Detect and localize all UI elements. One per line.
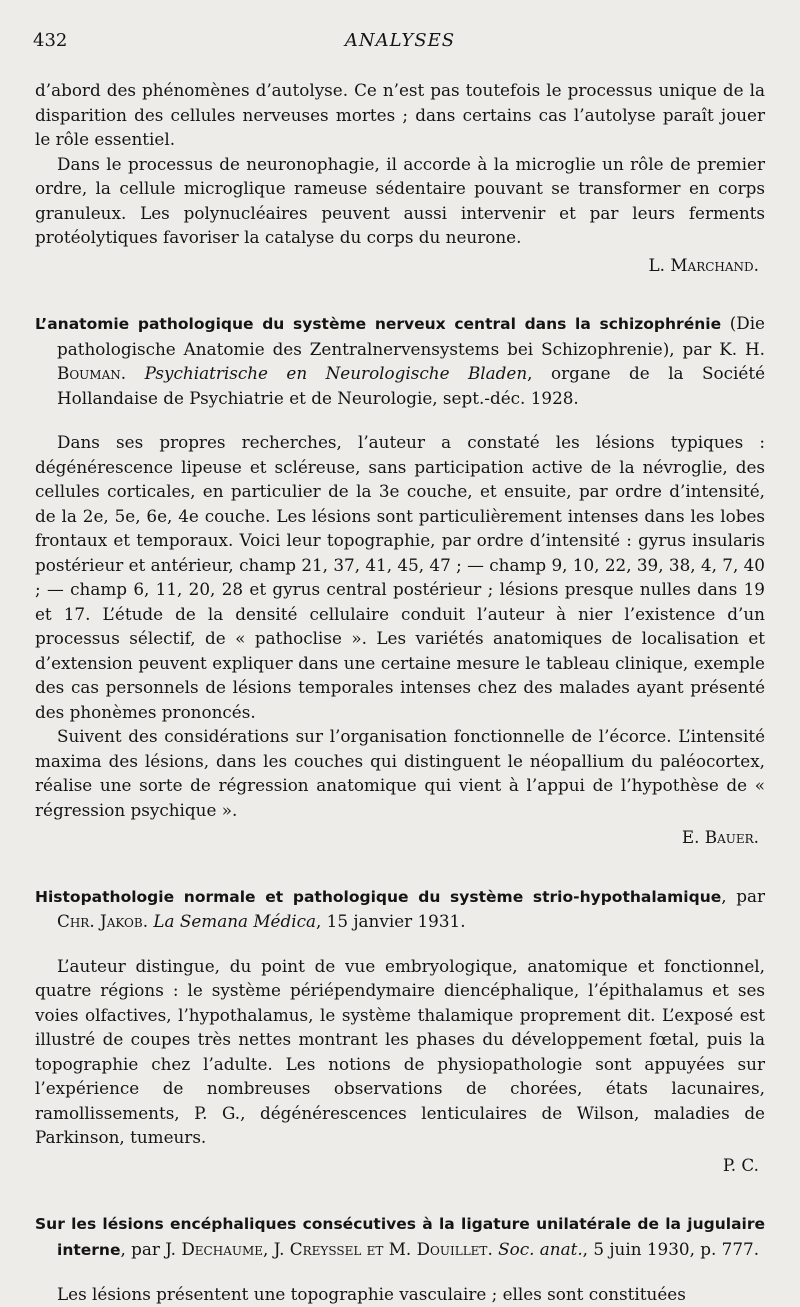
article-2-title-rest: , par bbox=[721, 885, 765, 906]
article-2-paragraph-1: L’auteur distingue, du point de vue embryologique, anatomique et fonctionnel, quatre régions : le système périépendymaire diencéphalique, l’épithalamus et ses voies olfactives, l’hypothalamus, le système thalamique proprement dit. L’exposé est illustré de coupes très nettes montrant les phases du développement fœtal, puis la topographie chez l’adulte. Les notions de physiopathologie sont appuyées sur l’expérience de nombreuses observations de chorées, états lacunaires, ramollissements, P. G., dégénérescences lenticulaires de Wilson, maladies de Parkinson, tumeurs. bbox=[35, 955, 765, 1147]
article-1-title bbox=[35, 311, 765, 410]
article-2-signature: P. C. bbox=[722, 1154, 759, 1175]
article-1-title-rest: (Die pathologische Anatomie des Zentralnervensystems bei Schizophrenie), par bbox=[57, 313, 765, 359]
article-1 bbox=[35, 311, 765, 850]
article-2-title bbox=[35, 884, 765, 934]
intro-paragraph-1: d’abord des phénomènes d’autolyse. Ce n’est pas toutefois le processus unique de la disparition des cellules nerveuses mortes ; dans certains cas l’autolyse paraît jouer le rôle essentiel. bbox=[35, 80, 765, 149]
article-1-citation: , organe de la Société Hollandaise de Psychiatrie et de Neurologie, sept.-déc. 1928. bbox=[57, 363, 766, 408]
article-3-journal: Soc. anat. bbox=[498, 1238, 583, 1259]
article-2-citation: , 15 janvier 1931. bbox=[315, 911, 466, 931]
article-1-signature: E. Bauer. bbox=[681, 827, 759, 847]
article-3-title bbox=[35, 1211, 765, 1262]
article-1-paragraph-1: Dans ses propres recherches, l’auteur a constaté les lésions typiques : dégénérescence lipeuse et scléreuse, sans participation active de la névroglie, des cellules corticales, en particulier de la 3e couche, et ensuite, par ordre d’intensité, de la 2e, 5e, 6e, 4e couche. Les lésions sont particulièrement intenses dans les lobes frontaux et temporaux. Voici leur topographie, par ordre d’intensité : gyrus insularis postérieur et antérieur, champ 21, 37, 41, 45, 47 ; — champ 9, 10, 22, 39, 38, 4, 7, 40 ; — champ 6, 11, 20, 28 et gyrus central postérieur ; lésions presque nulles dans 19 et 17. L’étude de la densité cellulaire conduit l’auteur à nier l’existence d’un processus sélectif, de « pathoclise ». Les variétés anatomiques de localisation et d’extension peuvent expliquer dans une certaine mesure le tableau clinique, exemple des cas personnels de lésions temporales intenses chez des malades ayant présenté des phonèmes prononcés. bbox=[35, 432, 765, 722]
article-2-journal: La Semana Médica bbox=[153, 911, 316, 931]
article-3-sep: . bbox=[487, 1238, 499, 1259]
article-3 bbox=[35, 1211, 765, 1307]
article-2-author: Chr. Jakob bbox=[57, 911, 143, 931]
page-header bbox=[33, 30, 767, 56]
article-3-title-rest: , par bbox=[120, 1238, 166, 1259]
page-content bbox=[35, 78, 765, 1307]
article-3-citation: , 5 juin 1930, p. 777. bbox=[582, 1238, 760, 1259]
article-2-title-bold: Histopathologie normale et pathologique du système strio-hypothalamique bbox=[35, 887, 722, 906]
running-title: ANALYSES bbox=[344, 30, 456, 51]
intro-signature: L. Marchand. bbox=[648, 254, 759, 275]
article-2 bbox=[35, 884, 765, 1178]
intro-paragraph-2: Dans le processus de neuronophagie, il accorde à la microglie un rôle de premier ordre, la cellule microglique rameuse sédentaire pouvant se transformer en corps granuleux. Les polynucléaires peuvent aussi intervenir et par leurs ferments protéolytiques favoriser la catalyse du corps du neurone. bbox=[35, 153, 765, 247]
article-1-title-bold: L’anatomie pathologique du système nerveux central dans la schizophrénie bbox=[35, 315, 722, 333]
article-2-sep: . bbox=[142, 911, 154, 931]
intro-section bbox=[35, 78, 765, 277]
article-3-paragraph-1: Les lésions présentent une topographie vasculaire ; elles sont constituées bbox=[57, 1284, 686, 1304]
article-1-paragraph-2: Suivent des considérations sur l’organisation fonctionnelle de l’écorce. L’intensité maxima des lésions, dans les couches qui distinguent le néopallium du paléocortex, réalise une sorte de régression anatomique qui vient à l’appui de l’hypothèse de « régression psychique ». bbox=[35, 726, 765, 820]
article-1-sep: . bbox=[120, 363, 145, 383]
page-number: 432 bbox=[33, 30, 68, 51]
article-3-title-bold: Sur les lésions encéphaliques consécutives à la ligature unilatérale de la jugulaire interne bbox=[35, 1215, 765, 1259]
article-1-journal: Psychiatrische en Neurologische Bladen bbox=[144, 363, 528, 383]
article-1-author: K. H. Bouman bbox=[57, 338, 765, 383]
article-3-author: J. Dechaume, J. Creyssel et M. Douillet bbox=[165, 1238, 488, 1259]
